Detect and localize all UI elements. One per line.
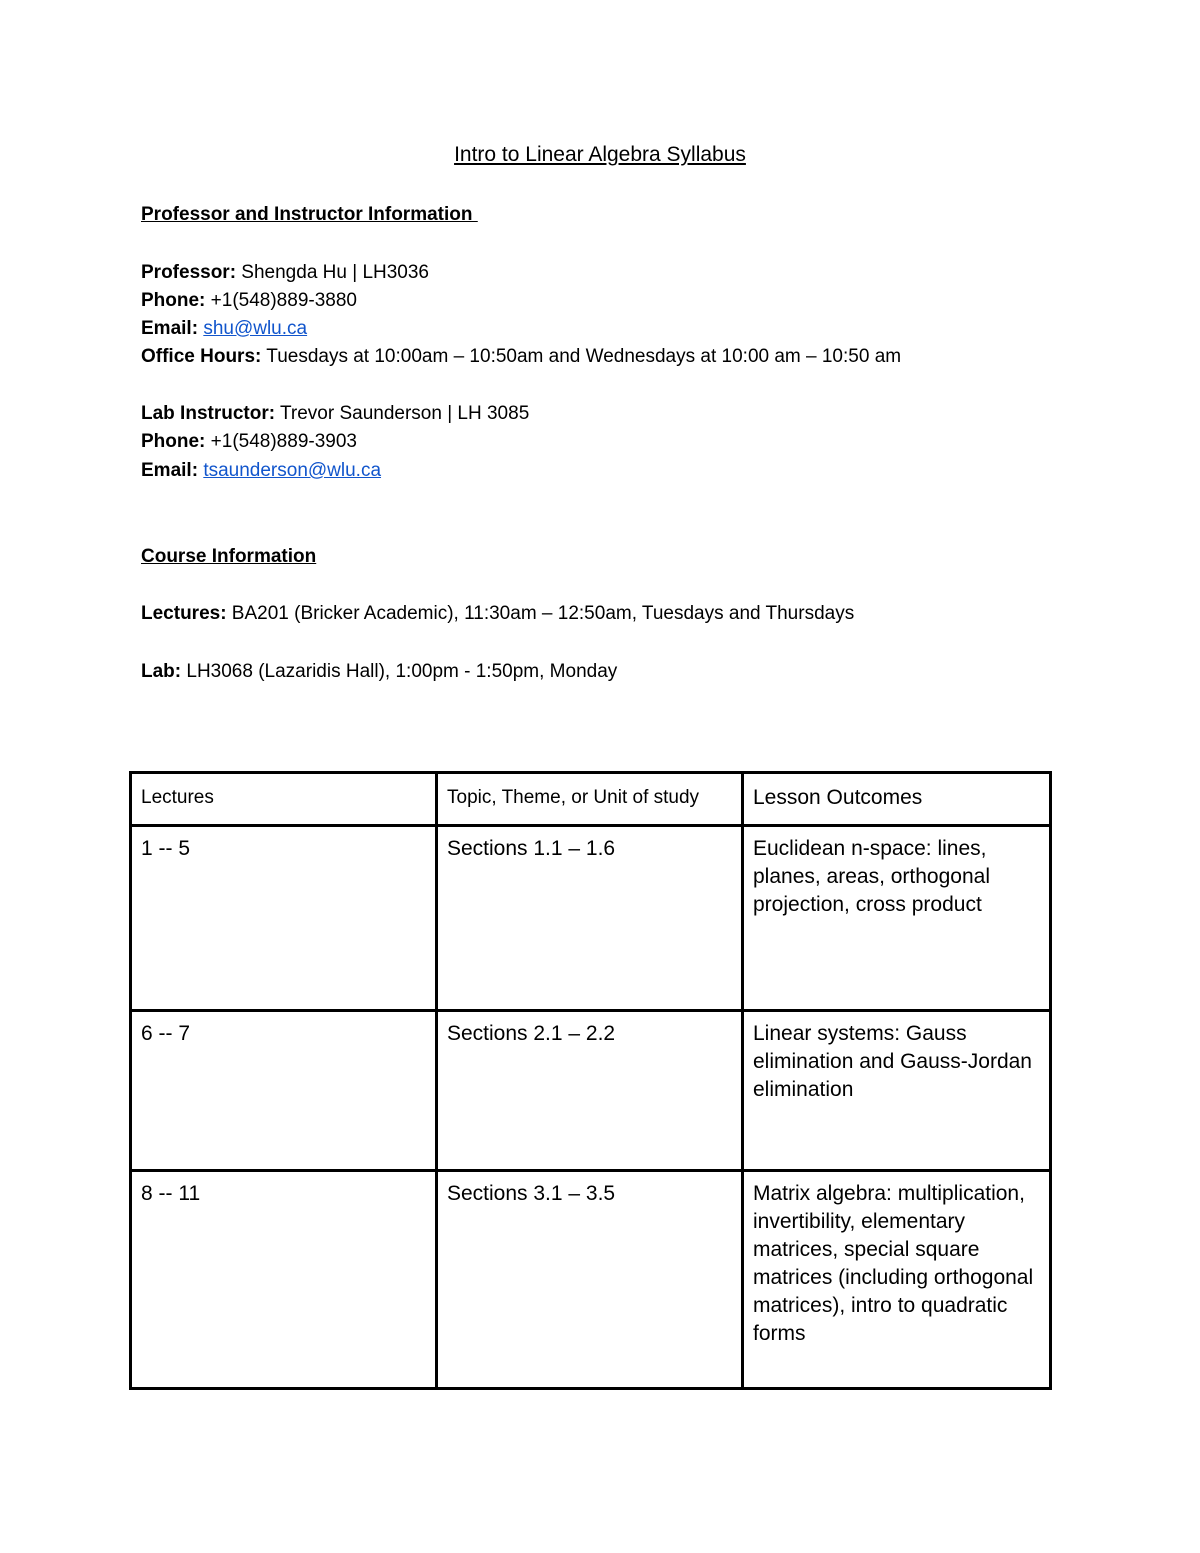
lab-instructor-email-label: Email:: [141, 460, 199, 481]
table-row: [131, 1011, 1051, 1171]
office-hours-line: [141, 346, 901, 368]
table-row: [131, 826, 1051, 1011]
lab-label: Lab:: [141, 661, 182, 682]
professor-email-label: Email:: [141, 318, 199, 339]
professor-label: Professor:: [141, 262, 237, 283]
lab-instructor-email-line: [141, 460, 381, 482]
professor-phone-label: Phone:: [141, 290, 206, 311]
lab-instructor-phone-value: +1(548)889-3903: [205, 431, 357, 452]
row-outcome: Linear systems: Gauss elimination and Gauss-Jordan elimination: [743, 1011, 1051, 1171]
lab-instructor-line: [141, 403, 529, 425]
lectures-label: Lectures:: [141, 603, 227, 624]
row-lectures: 1 -- 5: [131, 826, 437, 1011]
row-lectures: 8 -- 11: [131, 1171, 437, 1389]
office-hours-label: Office Hours:: [141, 346, 262, 367]
professor-value: Shengda Hu | LH3036: [236, 262, 429, 283]
table-row: [131, 1171, 1051, 1389]
lab-instructor-phone-line: [141, 431, 357, 453]
lab-instructor-email-link[interactable]: tsaunderson@wlu.ca: [203, 460, 382, 481]
row-topic: Sections 1.1 – 1.6: [437, 826, 743, 1011]
schedule-table: [129, 771, 1052, 1390]
lectures-line: [141, 603, 854, 625]
professor-email-link[interactable]: shu@wlu.ca: [203, 318, 308, 339]
header-lectures: Lectures: [131, 773, 437, 826]
instructor-section-heading: Professor and Instructor Information: [141, 204, 478, 225]
row-outcome: Matrix algebra: multiplication, invertibility, elementary matrices, special square matrices (including orthogonal matrices), intro to quadratic forms: [743, 1171, 1051, 1389]
lab-line: [141, 661, 617, 683]
table-header-row: [131, 773, 1051, 826]
lab-instructor-value: Trevor Saunderson | LH 3085: [275, 403, 530, 424]
professor-phone-value: +1(548)889-3880: [205, 290, 357, 311]
office-hours-value: Tuesdays at 10:00am – 10:50am and Wednesdays at 10:00 am – 10:50 am: [261, 346, 902, 367]
row-topic: Sections 3.1 – 3.5: [437, 1171, 743, 1389]
page-title: Intro to Linear Algebra Syllabus: [454, 143, 746, 166]
header-outcomes: Lesson Outcomes: [743, 773, 1051, 826]
row-outcome: Euclidean n-space: lines, planes, areas, orthogonal projection, cross product: [743, 826, 1051, 1011]
course-section-heading: Course Information: [141, 546, 317, 567]
lectures-value: BA201 (Bricker Academic), 11:30am – 12:50am, Tuesdays and Thursdays: [226, 603, 855, 624]
lab-value: LH3068 (Lazaridis Hall), 1:00pm - 1:50pm, Monday: [181, 661, 618, 682]
professor-phone-line: [141, 290, 357, 312]
header-topic: Topic, Theme, or Unit of study: [437, 773, 743, 826]
professor-line: [141, 262, 429, 284]
lab-instructor-label: Lab Instructor:: [141, 403, 276, 424]
professor-email-line: [141, 318, 307, 340]
lab-instructor-phone-label: Phone:: [141, 431, 206, 452]
row-lectures: 6 -- 7: [131, 1011, 437, 1171]
row-topic: Sections 2.1 – 2.2: [437, 1011, 743, 1171]
